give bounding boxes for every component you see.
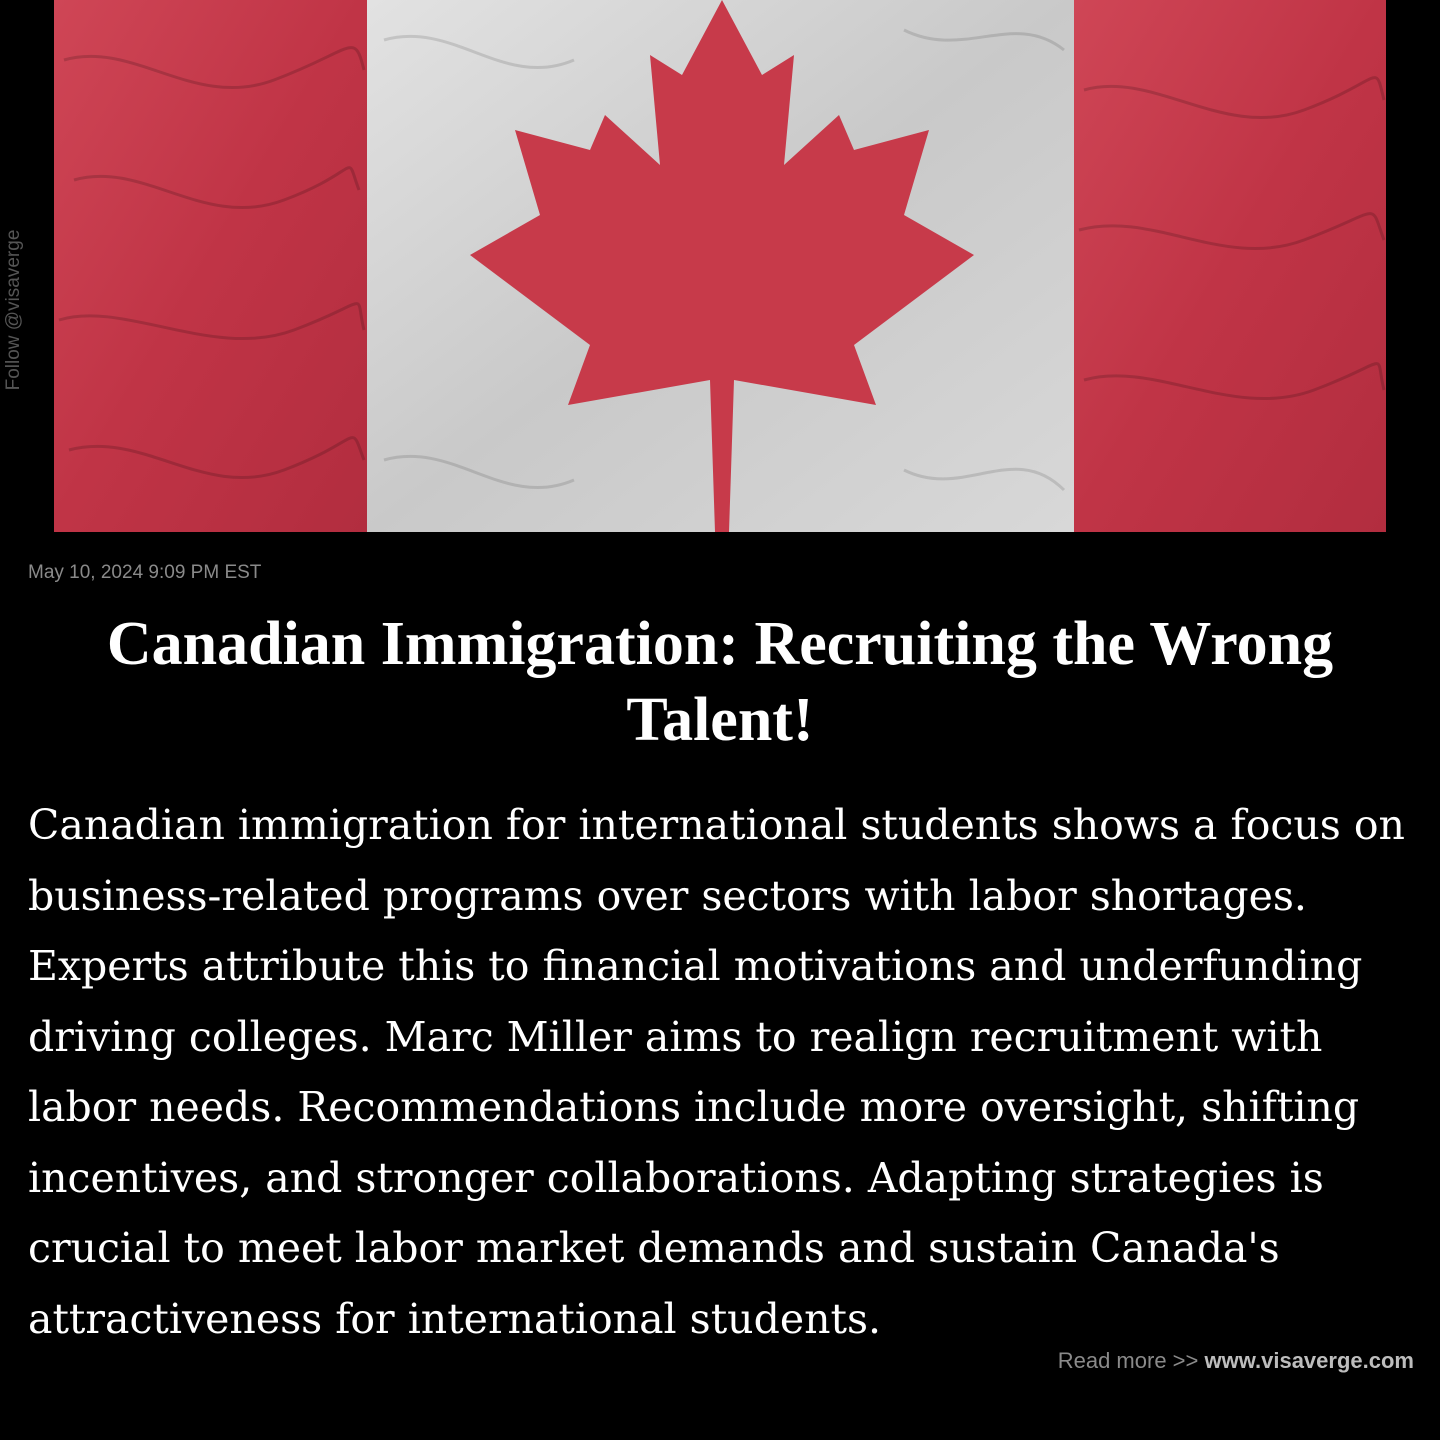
hero-image [54, 0, 1386, 532]
site-url[interactable]: www.visaverge.com [1204, 1348, 1414, 1373]
follow-text: Follow @visaverge [3, 229, 24, 391]
follow-watermark [0, 200, 30, 420]
article-timestamp: May 10, 2024 9:09 PM EST [28, 562, 262, 583]
read-more-label: Read more >> [1057, 1348, 1199, 1373]
canada-flag-image [54, 0, 1386, 532]
article-headline: Canadian Immigration: Recruiting the Wrong Talent! [106, 610, 1334, 754]
article-summary: Canadian immigration for international students shows a focus on business-related programs over sectors with labor shortages. Experts attribute this to financial motivations and underfunding driving colleges. Marc Miller aims to realign recruitment with labor needs. Recommendations include more oversight, shifting incentives, and stronger collaborations. Adapting strategies is crucial to meet labor market demands and sustain Canada's attractiveness for international students. [28, 801, 1405, 1343]
read-more-link[interactable] [1058, 1348, 1414, 1374]
